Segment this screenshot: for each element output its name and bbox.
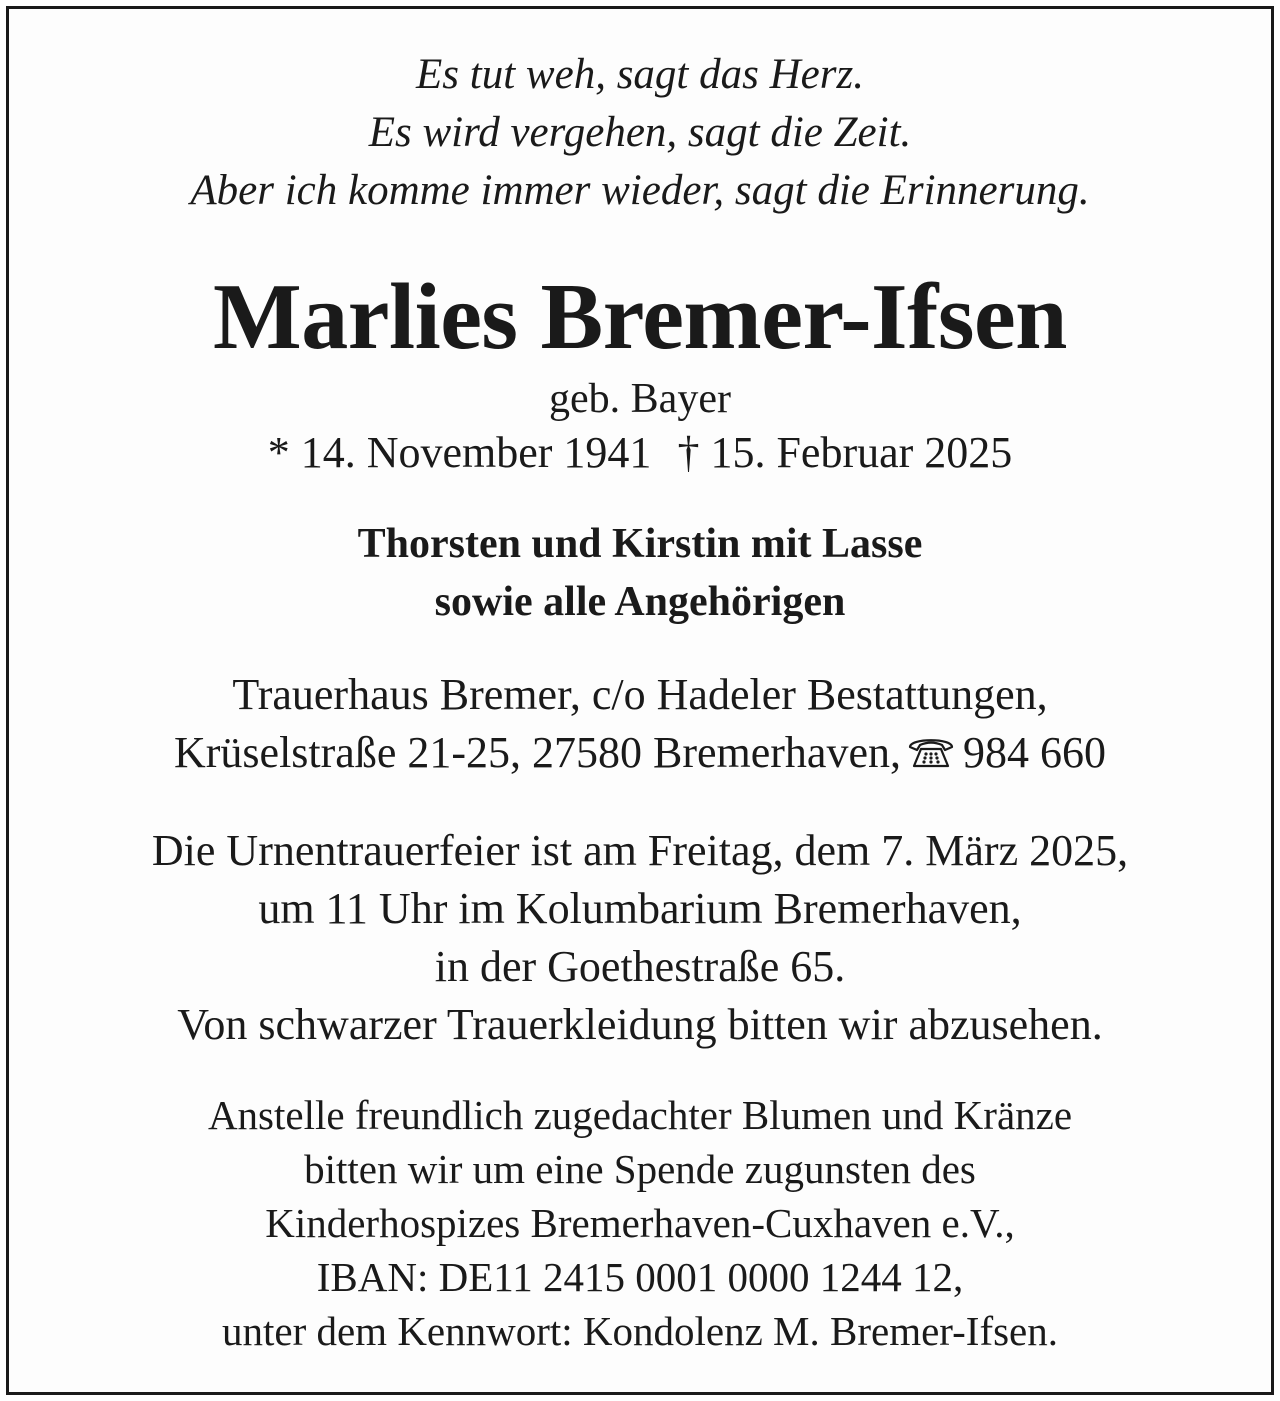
donation-line-1: Anstelle freundlich zugedachter Blumen und Kränze — [207, 1092, 1073, 1138]
birth-name: geb. Bayer — [549, 376, 731, 422]
donation-line-3: Kinderhospizes Bremerhaven-Cuxhaven e.V., — [265, 1200, 1015, 1246]
death-date: † 15. Februar 2025 — [677, 428, 1013, 477]
donation-line-2: bitten wir um eine Spende zugunsten des — [304, 1146, 976, 1192]
address-street: Krüselstraße 21-25, 27580 Bremerhaven, — [173, 728, 901, 777]
telephone-icon — [907, 729, 955, 763]
donation-line-5: unter dem Kennwort: Kondolenz M. Bremer-Ifsen. — [221, 1308, 1058, 1354]
donation-iban: IBAN: DE11 2415 0001 0000 1244 12, — [316, 1254, 964, 1300]
motto-line-1: Es tut weh, sagt das Herz. — [416, 51, 864, 98]
motto-line-3: Aber ich komme immer wieder, sagt die Erinnerung. — [190, 167, 1090, 214]
ceremony-line-3: in der Goethestraße 65. — [434, 942, 846, 991]
mourners-line-1: Thorsten und Kirstin mit Lasse — [357, 521, 923, 567]
deceased-name: Marlies Bremer-Ifsen — [213, 265, 1067, 369]
ceremony-line-1: Die Urnentrauerfeier ist am Freitag, dem 7. März 2025, — [151, 826, 1129, 875]
mourners-line-2: sowie alle Angehörigen — [434, 579, 846, 625]
ceremony-line-2: um 11 Uhr im Kolumbarium Bremerhaven, — [258, 884, 1022, 933]
address-line-2 — [0, 727, 1280, 778]
ceremony-line-4: Von schwarzer Trauerkleidung bitten wir abzusehen. — [177, 1000, 1103, 1049]
birth-date: * 14. November 1941 — [267, 428, 652, 477]
address-line-1: Trauerhaus Bremer, c/o Hadeler Bestattungen, — [232, 670, 1048, 719]
life-dates — [0, 427, 1280, 478]
motto-line-2: Es wird vergehen, sagt die Zeit. — [368, 109, 912, 156]
phone-number: 984 660 — [963, 728, 1106, 777]
